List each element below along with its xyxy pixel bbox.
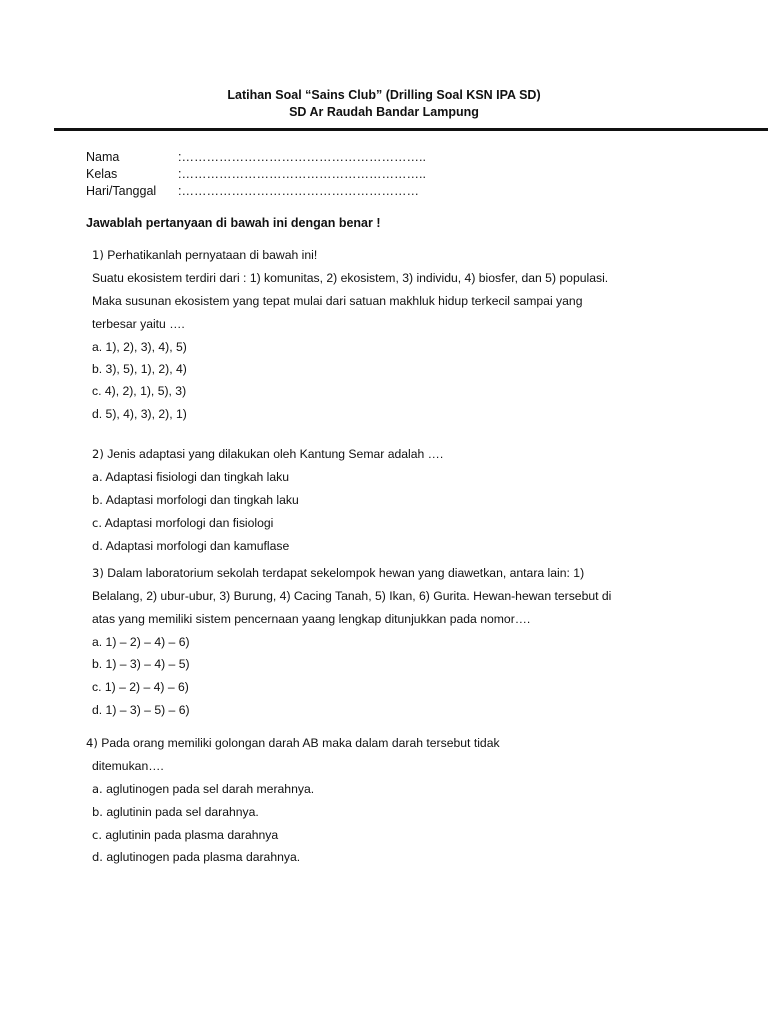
option-text: aglutinin pada plasma darahnya	[105, 828, 279, 842]
question-number: 4)	[86, 736, 98, 750]
option-letter: d.	[92, 539, 103, 553]
question-text: ditemukan….	[92, 759, 164, 773]
identity-fill-line: :…………………………………………………..	[178, 167, 426, 181]
question-text: Suatu ekosistem terdiri dari : 1) komunitas, 2) ekosistem, 3) individu, 4) biosfer, dan 5) populasi.	[92, 271, 609, 285]
question-text: Dalam laboratorium sekolah terdapat sekelompok hewan yang diawetkan, antara lain: 1)	[107, 566, 585, 580]
question-text: Maka susunan ekosistem yang tepat mulai dari satuan makhluk hidup terkecil sampai yang	[92, 294, 583, 308]
question-text: Jenis adaptasi yang dilakukan oleh Kantung Semar adalah ….	[107, 447, 444, 461]
option-text: aglutinogen pada plasma darahnya.	[106, 850, 301, 864]
identity-fill-line: :…………………………………………………..	[178, 150, 426, 164]
answer-option: c. 4), 2), 1), 5), 3)	[92, 384, 187, 398]
title-line-2: SD Ar Raudah Bandar Lampung	[289, 105, 479, 119]
answer-option: b. 3), 5), 1), 2), 4)	[92, 362, 187, 376]
option-text: Adaptasi morfologi dan kamuflase	[105, 539, 290, 553]
header-divider	[54, 128, 768, 131]
answer-option: b. 1) – 3) – 4) – 5)	[92, 657, 190, 671]
question-2-line-1	[92, 446, 443, 463]
option-text: aglutinin pada sel darahnya.	[106, 805, 259, 819]
option-letter: b.	[92, 493, 103, 507]
question-number: 3)	[92, 566, 104, 580]
answer-option	[92, 492, 299, 509]
question-text: Perhatikanlah pernyataan di bawah ini!	[107, 248, 318, 262]
question-text: terbesar yaitu ….	[92, 317, 185, 331]
option-letter: a.	[92, 782, 103, 796]
title-line-1: Latihan Soal “Sains Club” (Drilling Soal KSN IPA SD)	[227, 88, 541, 102]
answer-option: a. 1), 2), 3), 4), 5)	[92, 340, 187, 354]
answer-option: d. 1) – 3) – 5) – 6)	[92, 703, 190, 717]
identity-row-kelas	[86, 166, 426, 183]
answer-option	[92, 849, 300, 866]
answer-option	[92, 827, 278, 844]
answer-option: d. 5), 4), 3), 2), 1)	[92, 407, 187, 421]
identity-row-nama	[86, 149, 426, 166]
answer-option: a. 1) – 2) – 4) – 6)	[92, 635, 190, 649]
question-4-line-1	[86, 735, 500, 752]
identity-label: Kelas	[86, 167, 118, 181]
answer-option	[92, 469, 289, 486]
question-text: Belalang, 2) ubur-ubur, 3) Burung, 4) Cacing Tanah, 5) Ikan, 6) Gurita. Hewan-hewan tersebut di	[92, 589, 612, 603]
option-text: Adaptasi morfologi dan fisiologi	[104, 516, 274, 530]
option-letter: c.	[92, 828, 102, 842]
question-number: 1)	[92, 248, 104, 262]
option-letter: a.	[92, 470, 103, 484]
answer-option	[92, 515, 273, 532]
option-letter: b.	[92, 805, 103, 819]
option-text: Adaptasi fisiologi dan tingkah laku	[105, 470, 290, 484]
identity-fill-line: :…………………………………………………	[178, 184, 419, 198]
question-text: Pada orang memiliki golongan darah AB maka dalam darah tersebut tidak	[101, 736, 500, 750]
option-text: Adaptasi morfologi dan tingkah laku	[105, 493, 299, 507]
identity-row-hari-tanggal	[86, 183, 419, 200]
option-letter: d.	[92, 850, 103, 864]
question-3-line-1	[92, 565, 584, 582]
question-1-line-1	[92, 247, 317, 264]
answer-option: c. 1) – 2) – 4) – 6)	[92, 680, 189, 694]
option-letter: c.	[92, 516, 102, 530]
answer-option	[92, 804, 259, 821]
question-number: 2)	[92, 447, 104, 461]
identity-label: Nama	[86, 150, 120, 164]
answer-option	[92, 781, 314, 798]
question-text: atas yang memiliki sistem pencernaan yaang lengkap ditunjukkan pada nomor….	[92, 612, 531, 626]
instruction: Jawablah pertanyaan di bawah ini dengan benar !	[86, 216, 381, 230]
identity-label: Hari/Tanggal	[86, 184, 157, 198]
option-text: aglutinogen pada sel darah merahnya.	[106, 782, 315, 796]
answer-option	[92, 538, 289, 555]
